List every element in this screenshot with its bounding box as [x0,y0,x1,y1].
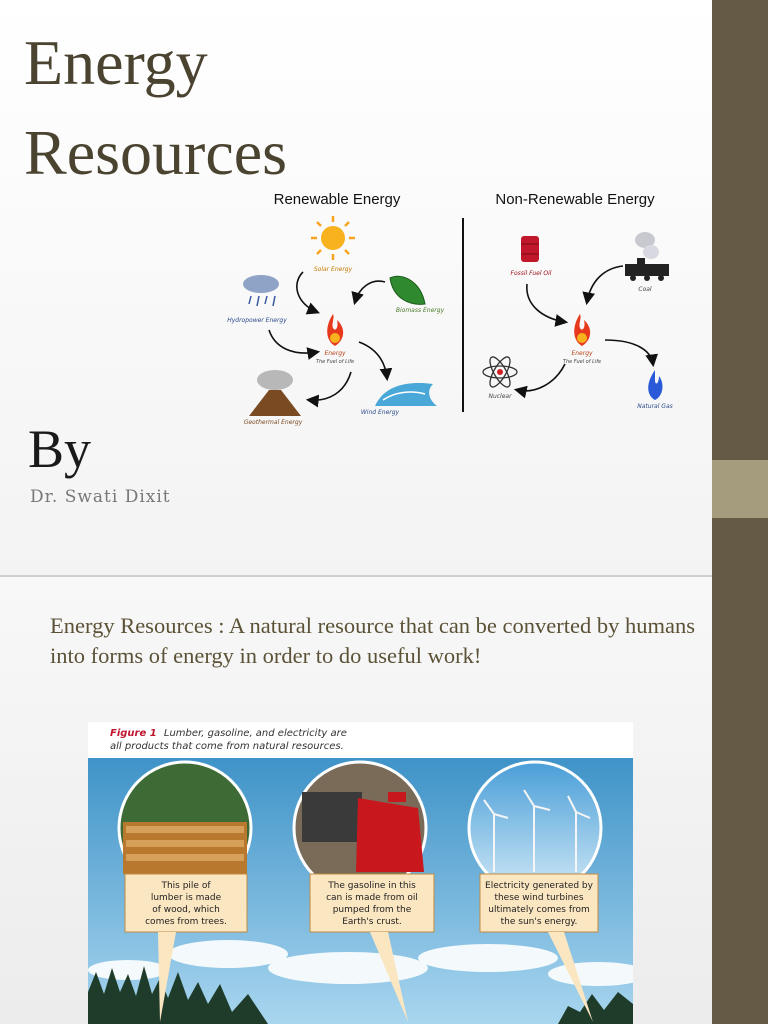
slide-title [24,18,287,197]
callout-1-line-1: This pile of [161,881,211,891]
energy-center-label: Energy [324,350,346,357]
callout-3-line-2: these wind turbines [494,893,584,903]
natural-resources-figure [88,722,633,1024]
author-name: Dr. Swati Dixit [30,487,171,507]
energy-center-label-2: Energy [571,350,593,357]
callout-2-line-1: The gasoline in this [328,881,416,891]
title-line-2: Resources [24,116,288,188]
flame-icon-2 [574,314,590,346]
coal-label: Coal [638,286,652,293]
volcano-icon [249,370,301,416]
side-bar-top [712,0,768,460]
sun-icon [311,216,355,260]
nonrenewable-title: Non-Renewable Energy [495,191,655,208]
callout-1-line-2: lumber is made [150,893,222,903]
energy-diagram-svg [225,180,695,430]
callout-1-line-3: of wood, which [152,905,220,915]
caption-text-1: Lumber, gasoline, and electricity are [163,728,347,739]
side-bar-bottom [712,518,768,1024]
callout-3-line-4: the sun's energy. [500,917,578,927]
solar-label: Solar Energy [313,266,353,273]
renewable-title: Renewable Energy [273,191,401,208]
figure-caption-line-2: all products that come from natural resources. [110,741,344,752]
geothermal-label: Geothermal Energy [243,419,303,426]
figure-caption-line-1 [110,728,347,739]
callout-2-line-3: pumped from the [332,905,412,915]
biomass-label: Biomass Energy [395,307,445,314]
side-bar-accent [712,460,768,518]
slide-2-heading: Energy Resources : A natural resource that can be converted by humans into forms of energy in order to do useful work! [50,613,695,668]
energy-diagram [225,180,695,430]
wind-wave-icon [375,383,437,406]
figure-label: Figure 1 [110,728,157,739]
callout-3-line-1: Electricity generated by [485,881,593,891]
flame-icon [327,314,343,346]
oil-barrel-icon [521,236,539,262]
figure-svg [88,722,633,1024]
hydropower-label: Hydropower Energy [227,317,287,324]
wind-label: Wind Energy [360,409,400,416]
leaf-icon [390,276,425,304]
fuel-of-life-label: The Fuel of Life [315,359,355,365]
train-icon [625,232,669,281]
atom-icon [483,354,517,389]
fuel-of-life-label-2: The Fuel of Life [562,359,602,365]
gas-flame-icon [648,370,662,400]
callout-1-line-4: comes from trees. [145,917,227,927]
by-label: By [28,419,92,479]
title-line-1: Energy [24,27,208,98]
callout-2-line-4: Earth's crust. [342,917,402,927]
nuclear-label: Nuclear [488,393,512,400]
callout-2-line-2: can is made from oil [326,893,418,903]
rain-cloud-icon [243,275,279,306]
fossil-oil-label: Fossil Fuel Oil [510,270,552,277]
natural-gas-label: Natural Gas [637,403,673,410]
callout-3-line-3: ultimately comes from [488,905,590,915]
